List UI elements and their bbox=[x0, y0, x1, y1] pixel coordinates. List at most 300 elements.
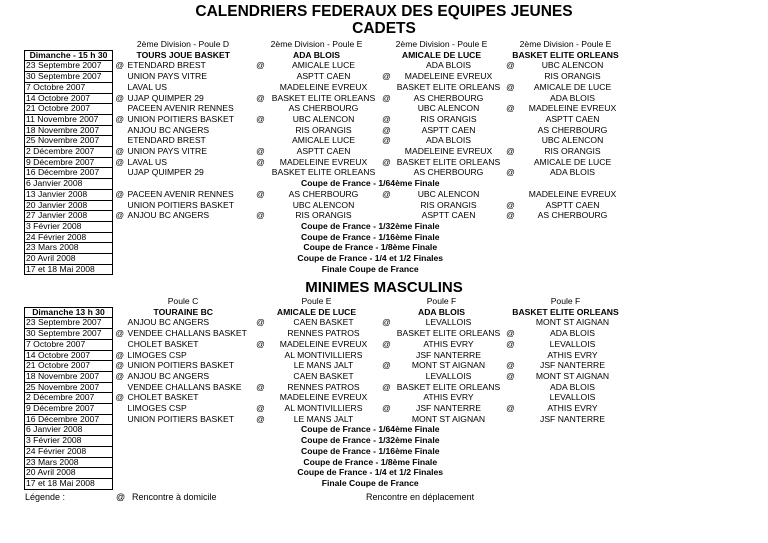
home-marker bbox=[380, 168, 394, 179]
home-marker bbox=[113, 339, 127, 350]
opponent-name: JSF NANTERRE bbox=[540, 414, 605, 424]
date-cell: 25 Novembre 2007 bbox=[25, 382, 113, 393]
match-row bbox=[25, 393, 628, 404]
opponent-name: ADA BLOIS bbox=[550, 167, 595, 178]
team-header: AMICALE DE LUCE bbox=[401, 50, 482, 60]
home-marker bbox=[380, 82, 394, 93]
home-marker: @ bbox=[256, 403, 265, 414]
team-header: ADA BLOIS bbox=[293, 50, 340, 60]
opponent-name: UBC ALENCON bbox=[541, 60, 604, 71]
cup-round-label: Finale Coupe de France bbox=[321, 478, 419, 488]
home-marker bbox=[504, 136, 518, 147]
cup-row bbox=[25, 179, 628, 190]
legend-away-text: Rencontre en déplacement bbox=[366, 492, 475, 502]
home-marker: @ bbox=[115, 360, 125, 371]
opponent-name: MADELEINE EVREUX bbox=[528, 103, 617, 114]
match-row bbox=[25, 147, 628, 158]
home-marker bbox=[380, 147, 394, 158]
home-marker bbox=[254, 200, 268, 211]
opponent-name: BASKET ELITE ORLEANS bbox=[396, 382, 501, 392]
opponent-name: UJAP QUIMPER 29 bbox=[127, 167, 204, 178]
page-title-line1: CALENDRIERS FEDERAUX DES EQUIPES JEUNES bbox=[195, 3, 573, 20]
home-marker: @ bbox=[382, 403, 391, 414]
home-marker bbox=[380, 61, 394, 72]
opponent-name: ATHIS EVRY bbox=[423, 339, 474, 349]
date-cell: 30 Septembre 2007 bbox=[25, 72, 113, 83]
home-marker bbox=[113, 318, 127, 329]
date-cell: 24 Février 2008 bbox=[25, 446, 113, 457]
home-marker bbox=[254, 393, 268, 404]
opponent-name: AS CHERBOURG bbox=[537, 210, 608, 221]
opponent-name: MONT ST AIGNAN bbox=[411, 360, 486, 371]
home-marker: @ bbox=[256, 157, 265, 167]
opponent-name: MADELEINE EVREUX bbox=[279, 82, 368, 92]
cup-round-label: Coupe de France - 1/32ème Finale bbox=[300, 221, 440, 231]
date-cell: 25 Novembre 2007 bbox=[25, 136, 113, 147]
date-cell: 30 Septembre 2007 bbox=[25, 329, 113, 340]
opponent-name: UBC ALENCON bbox=[292, 200, 355, 210]
opponent-name: RENNES PATROS bbox=[287, 382, 360, 392]
home-marker: @ bbox=[256, 339, 265, 349]
opponent-name: BASKET ELITE ORLEANS bbox=[396, 82, 501, 92]
cup-round-label: Coupe de France - 1/64ème Finale bbox=[300, 178, 440, 189]
home-marker bbox=[504, 318, 518, 329]
opponent-name: MADELEINE EVREUX bbox=[404, 146, 493, 157]
date-cell: 23 Septembre 2007 bbox=[25, 61, 113, 72]
cup-row bbox=[25, 264, 628, 275]
home-marker bbox=[380, 371, 394, 382]
home-marker: @ bbox=[506, 328, 515, 339]
home-marker bbox=[504, 382, 518, 393]
opponent-name: AS CHERBOURG bbox=[413, 93, 484, 103]
home-marker bbox=[504, 393, 518, 404]
opponent-name: CAEN BASKET bbox=[293, 371, 354, 381]
home-marker bbox=[254, 72, 268, 83]
opponent-name: ASPTT CAEN bbox=[421, 125, 476, 135]
cup-round-label: Finale Coupe de France bbox=[321, 264, 419, 274]
home-marker bbox=[504, 157, 518, 168]
division-header: 2ème Division - Poule E bbox=[395, 40, 488, 50]
opponent-name: UJAP QUIMPER 29 bbox=[127, 93, 204, 103]
opponent-name: RIS ORANGIS bbox=[544, 71, 601, 82]
legend-label: Légende : bbox=[25, 492, 66, 502]
opponent-name: MADELEINE EVREUX bbox=[404, 71, 493, 82]
home-marker: @ bbox=[115, 93, 125, 103]
header-row bbox=[25, 50, 628, 61]
date-cell: 6 Janvier 2008 bbox=[25, 425, 113, 436]
home-marker bbox=[254, 136, 268, 147]
home-marker: @ bbox=[382, 125, 391, 135]
cup-round-label: Coupe de France - 1/64ème Finale bbox=[300, 424, 440, 435]
opponent-name: UBC ALENCON bbox=[292, 114, 355, 124]
date-cell: 7 Octobre 2007 bbox=[25, 82, 113, 93]
opponent-name: LEVALLOIS bbox=[549, 392, 596, 403]
legend-home-text: Rencontre à domicile bbox=[132, 492, 217, 502]
match-row bbox=[25, 382, 628, 393]
opponent-name: AL MONTIVILLIERS bbox=[284, 403, 363, 414]
opponent-name: UNION POITIERS BASKET bbox=[127, 114, 234, 124]
home-marker bbox=[504, 114, 518, 125]
opponent-name: ATHIS EVRY bbox=[547, 350, 598, 360]
match-row bbox=[25, 361, 628, 372]
cup-row bbox=[25, 446, 628, 457]
home-marker: @ bbox=[256, 114, 265, 124]
home-marker: @ bbox=[115, 60, 125, 71]
home-marker: @ bbox=[506, 200, 515, 210]
opponent-name: UNION PAYS VITRE bbox=[127, 71, 207, 82]
opponent-name: BASKET ELITE ORLEANS bbox=[396, 157, 501, 167]
home-marker bbox=[113, 72, 127, 83]
home-marker bbox=[113, 82, 127, 93]
home-marker bbox=[113, 414, 127, 425]
home-marker: @ bbox=[256, 382, 265, 392]
opponent-name: MONT ST AIGNAN bbox=[411, 414, 486, 424]
home-marker bbox=[113, 104, 127, 115]
division-header: 2ème Division - Poule E bbox=[519, 40, 612, 50]
opponent-name: ADA BLOIS bbox=[426, 135, 471, 146]
date-cell: 20 Avril 2008 bbox=[25, 254, 113, 265]
opponent-name: AMICALE DE LUCE bbox=[533, 82, 612, 92]
opponent-name: AMICALE DE LUCE bbox=[533, 157, 612, 167]
match-row bbox=[25, 168, 628, 179]
home-marker: @ bbox=[115, 210, 125, 221]
home-marker bbox=[380, 104, 394, 115]
date-cell: 14 Octobre 2007 bbox=[25, 93, 113, 104]
match-row bbox=[25, 329, 628, 340]
match-row bbox=[25, 114, 628, 125]
home-marker bbox=[113, 200, 127, 211]
match-row bbox=[25, 82, 628, 93]
home-marker bbox=[254, 104, 268, 115]
date-cell: 2 Décembre 2007 bbox=[25, 147, 113, 158]
opponent-name: ATHIS EVRY bbox=[547, 403, 598, 414]
date-cell: 9 Décembre 2007 bbox=[25, 157, 113, 168]
opponent-name: ANJOU BC ANGERS bbox=[127, 371, 210, 381]
division-header: Poule C bbox=[167, 297, 199, 307]
opponent-name: LEVALLOIS bbox=[549, 339, 596, 349]
home-marker: @ bbox=[506, 60, 515, 71]
date-cell: 27 Janvier 2008 bbox=[25, 211, 113, 222]
match-row bbox=[25, 318, 628, 329]
date-cell: 9 Décembre 2007 bbox=[25, 404, 113, 415]
opponent-name: RIS ORANGIS bbox=[420, 200, 477, 210]
home-marker: @ bbox=[382, 114, 391, 124]
date-cell: 13 Janvier 2008 bbox=[25, 189, 113, 200]
cup-round-label: Coupe de France - 1/4 et 1/2 Finales bbox=[297, 253, 444, 264]
date-cell: 18 Novembre 2007 bbox=[25, 371, 113, 382]
home-marker bbox=[113, 168, 127, 179]
opponent-name: ETENDARD BREST bbox=[127, 60, 206, 71]
header-row bbox=[25, 307, 628, 318]
match-row bbox=[25, 404, 628, 415]
home-marker bbox=[113, 125, 127, 136]
date-cell: 21 Octobre 2007 bbox=[25, 361, 113, 372]
opponent-name: ADA BLOIS bbox=[426, 60, 471, 71]
date-cell: 24 Février 2008 bbox=[25, 232, 113, 243]
opponent-name: BASKET ELITE ORLEANS bbox=[271, 93, 376, 103]
opponent-name: BASKET ELITE ORLEANS bbox=[396, 328, 501, 339]
opponent-name: RIS ORANGIS bbox=[420, 114, 477, 124]
opponent-name: UNION POITIERS BASKET bbox=[127, 414, 234, 424]
home-marker: @ bbox=[506, 210, 515, 221]
date-cell: 17 et 18 Mai 2008 bbox=[25, 264, 113, 275]
division-header: Poule E bbox=[301, 297, 332, 307]
date-cell: 16 Décembre 2007 bbox=[25, 414, 113, 425]
home-marker bbox=[504, 72, 518, 83]
team-header: BASKET ELITE ORLEANS bbox=[512, 307, 619, 317]
opponent-name: AS CHERBOURG bbox=[537, 125, 608, 135]
home-marker: @ bbox=[382, 382, 391, 392]
home-marker: @ bbox=[506, 146, 515, 157]
home-marker bbox=[504, 125, 518, 136]
home-marker: @ bbox=[256, 93, 265, 103]
opponent-name: ASPTT CAEN bbox=[296, 71, 351, 82]
match-row bbox=[25, 157, 628, 168]
cup-round-label: Coupe de France - 1/8ème Finale bbox=[303, 457, 438, 467]
home-marker bbox=[380, 414, 394, 425]
home-marker bbox=[504, 414, 518, 425]
home-marker: @ bbox=[115, 371, 125, 381]
cup-row bbox=[25, 468, 628, 479]
home-marker: @ bbox=[382, 135, 391, 146]
cup-round-label: Coupe de France - 1/16ème Finale bbox=[300, 446, 440, 456]
opponent-name: AMICALE LUCE bbox=[291, 135, 356, 146]
home-marker: @ bbox=[115, 146, 125, 157]
cup-row bbox=[25, 232, 628, 243]
date-cell: 23 Mars 2008 bbox=[25, 457, 113, 468]
opponent-name: AS CHERBOURG bbox=[413, 167, 484, 178]
opponent-name: ANJOU BC ANGERS bbox=[127, 210, 210, 221]
home-marker: @ bbox=[506, 371, 515, 381]
opponent-name: AMICALE LUCE bbox=[291, 60, 356, 71]
opponent-name: UBC ALENCON bbox=[541, 135, 604, 146]
opponent-name: MONT ST AIGNAN bbox=[535, 371, 610, 381]
division-header: 2ème Division - Poule E bbox=[270, 40, 363, 50]
cup-row bbox=[25, 457, 628, 468]
date-cell: 21 Octobre 2007 bbox=[25, 104, 113, 115]
match-row bbox=[25, 61, 628, 72]
opponent-name: CHOLET BASKET bbox=[127, 392, 199, 403]
opponent-name: MADELEINE EVREUX bbox=[279, 392, 368, 403]
opponent-name: AS CHERBOURG bbox=[288, 189, 359, 199]
home-marker bbox=[380, 329, 394, 340]
opponent-name: ADA BLOIS bbox=[550, 328, 595, 339]
opponent-name: VENDEE CHALLANS BASKE bbox=[127, 382, 242, 392]
home-marker bbox=[254, 125, 268, 136]
opponent-name: LIMOGES CSP bbox=[127, 403, 187, 414]
date-cell: 3 Février 2008 bbox=[25, 436, 113, 447]
opponent-name: LAVAL US bbox=[127, 82, 167, 92]
home-marker bbox=[380, 211, 394, 222]
header-row bbox=[25, 297, 628, 307]
cup-row bbox=[25, 243, 628, 254]
home-marker: @ bbox=[382, 157, 391, 167]
home-marker: @ bbox=[382, 339, 391, 349]
home-marker: @ bbox=[115, 392, 125, 403]
home-marker bbox=[254, 82, 268, 93]
home-marker: @ bbox=[256, 317, 265, 328]
home-marker: @ bbox=[115, 350, 125, 360]
opponent-name: ETENDARD BREST bbox=[127, 135, 206, 146]
home-marker: @ bbox=[382, 189, 391, 199]
home-marker: @ bbox=[115, 157, 125, 167]
opponent-name: JSF NANTERRE bbox=[416, 350, 481, 360]
opponent-name: CAEN BASKET bbox=[293, 317, 354, 328]
date-cell: 14 Octobre 2007 bbox=[25, 350, 113, 361]
opponent-name: ASPTT CAEN bbox=[296, 146, 351, 157]
opponent-name: AS CHERBOURG bbox=[288, 103, 359, 114]
opponent-name: ASPTT CAEN bbox=[421, 210, 476, 221]
cup-row bbox=[25, 425, 628, 436]
opponent-name: MADELEINE EVREUX bbox=[528, 189, 617, 199]
home-marker: @ bbox=[506, 167, 515, 178]
opponent-name: UBC ALENCON bbox=[417, 189, 480, 199]
home-marker: @ bbox=[256, 414, 265, 424]
opponent-name: RIS ORANGIS bbox=[295, 210, 352, 221]
team-header: TOURS JOUE BASKET bbox=[136, 50, 230, 60]
home-marker: @ bbox=[256, 210, 265, 221]
home-marker bbox=[113, 136, 127, 147]
minimes-section-title: MINIMES MASCULINS bbox=[305, 279, 463, 296]
opponent-name: MONT ST AIGNAN bbox=[535, 317, 610, 328]
match-row bbox=[25, 93, 628, 104]
home-marker bbox=[504, 189, 518, 200]
home-marker: @ bbox=[506, 360, 515, 371]
cadets-schedule-table bbox=[24, 40, 628, 275]
opponent-name: ANJOU BC ANGERS bbox=[127, 317, 210, 328]
date-cell: 23 Mars 2008 bbox=[25, 243, 113, 254]
home-marker bbox=[254, 350, 268, 361]
opponent-name: MADELEINE EVREUX bbox=[279, 157, 368, 167]
opponent-name: LEVALLOIS bbox=[425, 371, 472, 381]
cup-row bbox=[25, 254, 628, 265]
opponent-name: UNION POITIERS BASKET bbox=[127, 360, 234, 371]
team-header: BASKET ELITE ORLEANS bbox=[512, 50, 619, 60]
opponent-name: LE MANS JALT bbox=[293, 414, 354, 424]
home-marker: @ bbox=[256, 60, 265, 71]
opponent-name: PACEEN AVENIR RENNES bbox=[127, 103, 234, 114]
opponent-name: ANJOU BC ANGERS bbox=[127, 125, 210, 135]
home-marker: @ bbox=[256, 189, 265, 199]
opponent-name: LIMOGES CSP bbox=[127, 350, 187, 360]
home-marker: @ bbox=[506, 339, 515, 349]
home-marker bbox=[113, 382, 127, 393]
opponent-name: PACEEN AVENIR RENNES bbox=[127, 189, 234, 199]
home-marker bbox=[380, 393, 394, 404]
cup-row bbox=[25, 221, 628, 232]
home-marker: @ bbox=[382, 317, 391, 328]
opponent-name: ASPTT CAEN bbox=[545, 200, 600, 210]
home-marker: @ bbox=[382, 93, 391, 103]
opponent-name: UNION POITIERS BASKET bbox=[127, 200, 234, 210]
header-blank bbox=[25, 40, 113, 50]
team-header: TOURAINE BC bbox=[153, 307, 214, 317]
date-cell: 6 Janvier 2008 bbox=[25, 179, 113, 190]
date-cell: 11 Novembre 2007 bbox=[25, 114, 113, 125]
home-marker: @ bbox=[506, 82, 515, 92]
opponent-name: JSF NANTERRE bbox=[416, 403, 481, 414]
home-marker: @ bbox=[382, 360, 391, 371]
date-cell: 20 Janvier 2008 bbox=[25, 200, 113, 211]
opponent-name: ADA BLOIS bbox=[550, 382, 595, 392]
team-header: ADA BLOIS bbox=[418, 307, 465, 317]
home-marker bbox=[380, 350, 394, 361]
opponent-name: UBC ALENCON bbox=[417, 103, 480, 114]
home-marker: @ bbox=[506, 403, 515, 414]
date-column-header: Dimanche - 15 h 30 bbox=[25, 50, 113, 61]
header-blank bbox=[25, 297, 113, 307]
opponent-name: CHOLET BASKET bbox=[127, 339, 199, 349]
match-row bbox=[25, 136, 628, 147]
home-marker: @ bbox=[256, 146, 265, 157]
home-marker: @ bbox=[115, 328, 125, 339]
cup-row bbox=[25, 436, 628, 447]
home-marker: @ bbox=[382, 71, 391, 82]
match-row bbox=[25, 72, 628, 83]
date-cell: 18 Novembre 2007 bbox=[25, 125, 113, 136]
home-marker bbox=[504, 350, 518, 361]
opponent-name: ADA BLOIS bbox=[550, 93, 595, 103]
home-marker bbox=[254, 361, 268, 372]
opponent-name: LEVALLOIS bbox=[425, 317, 472, 328]
cup-round-label: Coupe de France - 1/32ème Finale bbox=[300, 435, 440, 446]
cup-round-label: Coupe de France - 1/16ème Finale bbox=[300, 232, 440, 242]
match-row bbox=[25, 350, 628, 361]
opponent-name: LE MANS JALT bbox=[293, 360, 354, 371]
opponent-name: JSF NANTERRE bbox=[540, 360, 605, 371]
team-header: AMICALE DE LUCE bbox=[276, 307, 357, 317]
opponent-name: VENDEE CHALLANS BASKET bbox=[127, 328, 247, 339]
cup-round-label: Coupe de France - 1/4 et 1/2 Finales bbox=[297, 467, 444, 478]
page-title-line2: CADETS bbox=[352, 20, 416, 37]
division-header: Poule F bbox=[550, 297, 581, 307]
home-marker: @ bbox=[115, 189, 125, 199]
match-row bbox=[25, 211, 628, 222]
cup-round-label: Coupe de France - 1/8ème Finale bbox=[303, 242, 438, 253]
home-marker: @ bbox=[506, 103, 515, 114]
opponent-name: RIS ORANGIS bbox=[295, 125, 352, 135]
home-marker bbox=[254, 168, 268, 179]
date-cell: 2 Décembre 2007 bbox=[25, 393, 113, 404]
home-marker: @ bbox=[115, 114, 125, 124]
opponent-name: RIS ORANGIS bbox=[544, 146, 601, 157]
division-header: Poule F bbox=[426, 297, 457, 307]
match-row bbox=[25, 104, 628, 115]
cup-row bbox=[25, 478, 628, 489]
date-cell: 7 Octobre 2007 bbox=[25, 339, 113, 350]
opponent-name: ATHIS EVRY bbox=[423, 392, 474, 403]
opponent-name: BASKET ELITE ORLEANS bbox=[271, 167, 376, 178]
date-cell: 16 Décembre 2007 bbox=[25, 168, 113, 179]
match-row bbox=[25, 414, 628, 425]
home-marker bbox=[254, 371, 268, 382]
home-marker bbox=[113, 404, 127, 415]
date-cell: 17 et 18 Mai 2008 bbox=[25, 478, 113, 489]
match-row bbox=[25, 189, 628, 200]
opponent-name: ASPTT CAEN bbox=[545, 114, 600, 124]
minimes-schedule-table bbox=[24, 297, 628, 490]
home-marker bbox=[254, 329, 268, 340]
header-row bbox=[25, 40, 628, 50]
date-cell: 3 Février 2008 bbox=[25, 221, 113, 232]
match-row bbox=[25, 125, 628, 136]
opponent-name: LAVAL US bbox=[127, 157, 167, 167]
match-row bbox=[25, 200, 628, 211]
match-row bbox=[25, 371, 628, 382]
date-cell: 20 Avril 2008 bbox=[25, 468, 113, 479]
date-cell: 23 Septembre 2007 bbox=[25, 318, 113, 329]
date-column-header: Dimanche 13 h 30 bbox=[25, 307, 113, 318]
